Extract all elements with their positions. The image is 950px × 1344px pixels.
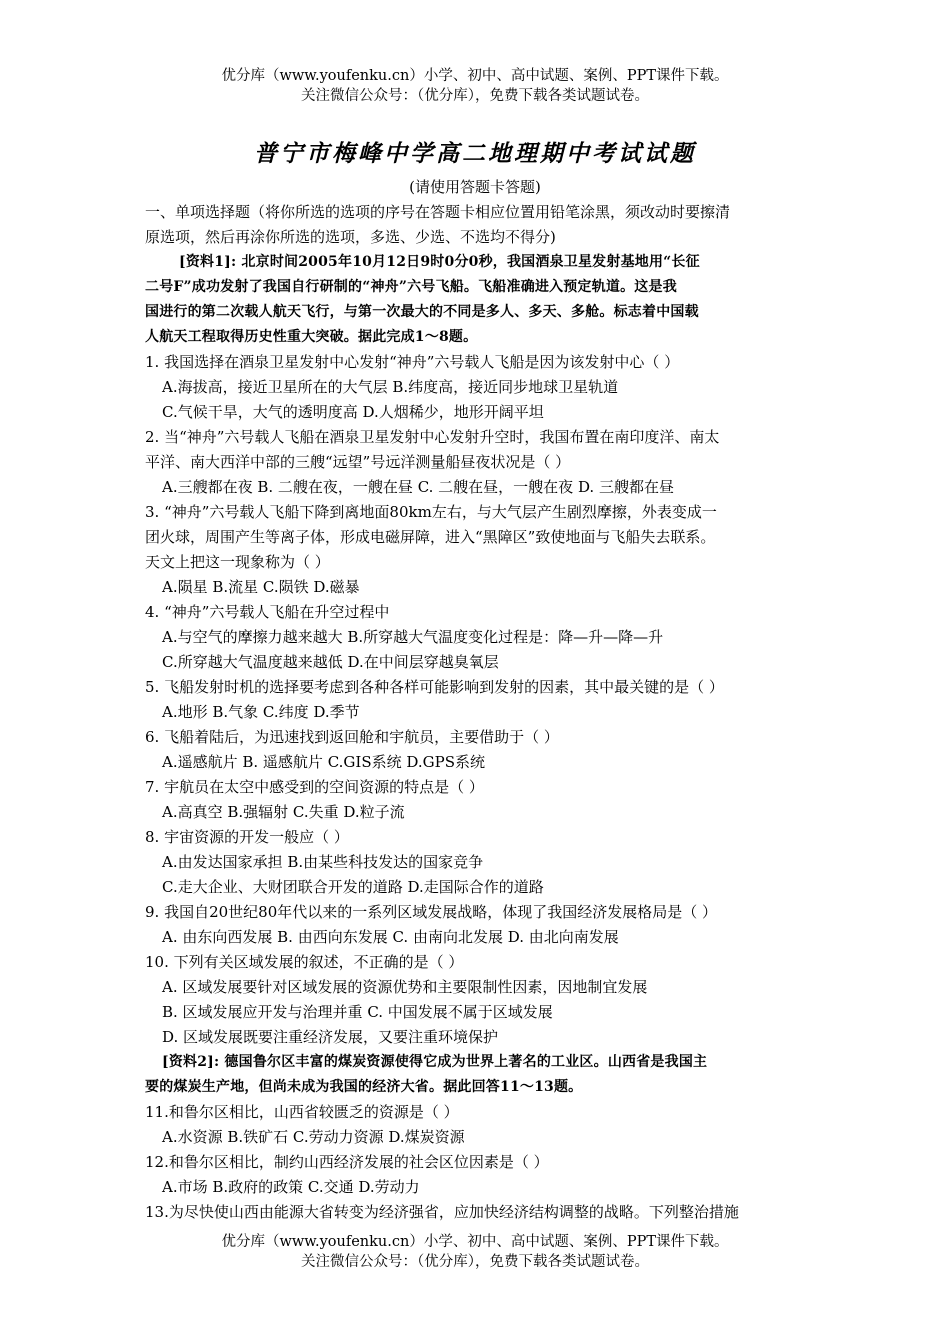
question-10-options: A. 区域发展要针对区域发展的资源优势和主要限制性因素，因地制宜发展 xyxy=(162,978,648,996)
exam-content xyxy=(145,200,810,1225)
question-11-options: A.水资源 B.铁矿石 C.劳动力资源 D.煤炭资源 xyxy=(162,1128,465,1146)
section-instruction-line: 原选项，然后再涂你所选的选项，多选、少选、不选均不得分) xyxy=(145,228,556,246)
question-12-options: A.市场 B.政府的政策 C.交通 D.劳动力 xyxy=(162,1178,420,1196)
question-4-options: A.与空气的摩擦力越来越大 B.所穿越大气温度变化过程是：降—升—降—升 xyxy=(162,628,664,646)
question-12: 12.和鲁尔区相比，制约山西经济发展的社会区位因素是（ ） xyxy=(145,1153,549,1171)
question-9-options: A. 由东向西发展 B. 由西向东发展 C. 由南向北发展 D. 由北向南发展 xyxy=(162,928,619,946)
page-footer xyxy=(0,1232,950,1272)
material-2-line: [资料2]: 德国鲁尔区丰富的煤炭资源使得它成为世界上著名的工业区。山西省是我国主 xyxy=(162,1054,708,1070)
header-line-2: 关注微信公众号：（优分库），免费下载各类试题试卷。 xyxy=(301,88,649,104)
header-line-1: 优分库（www.youfenku.cn）小学、初中、高中试题、案例、PPT课件下载。 xyxy=(221,68,729,84)
question-4: 4. “神舟”六号载人飞船在升空过程中 xyxy=(145,603,390,621)
question-6: 6. 飞船着陆后，为迅速找到返回舱和宇航员，主要借助于（ ） xyxy=(145,728,559,746)
question-7-options: A.高真空 B.强辐射 C.失重 D.粒子流 xyxy=(162,803,405,821)
question-3-options: A.陨星 B.流星 C.陨铁 D.磁暴 xyxy=(162,578,360,596)
question-3: 团火球，周围产生等离子体，形成电磁屏障，进入“黑障区”致使地面与飞船失去联系。 xyxy=(145,528,716,546)
question-1-options: A.海拔高，接近卫星所在的大气层 B.纬度高，接近同步地球卫星轨道 xyxy=(162,378,619,396)
material-1-line: [资料1]: 北京时间2005年10月12日9时0分0秒，我国酒泉卫星发射基地用“长征 xyxy=(179,254,700,270)
footer-line-1: 优分库（www.youfenku.cn）小学、初中、高中试题、案例、PPT课件下载。 xyxy=(221,1234,729,1250)
material-1-line: 人航天工程取得历史性重大突破。据此完成1～8题。 xyxy=(145,329,478,345)
material-2-line: 要的煤炭生产地，但尚未成为我国的经济大省。据此回答11～13题。 xyxy=(145,1079,583,1095)
question-13: 13.为尽快使山西由能源大省转变为经济强省，应加快经济结构调整的战略。下列整治措施 xyxy=(145,1203,739,1221)
question-11: 11.和鲁尔区相比，山西省较匮乏的资源是（ ） xyxy=(145,1103,459,1121)
question-2-options: A.三艘都在夜 B. 二艘在夜，一艘在昼 C. 二艘在昼，一艘在夜 D. 三艘都在昼 xyxy=(162,478,674,496)
page-header xyxy=(0,66,950,106)
question-10-options: B. 区域发展应开发与治理并重 C. 中国发展不属于区域发展 xyxy=(162,1003,553,1021)
question-7: 7. 宇航员在太空中感受到的空间资源的特点是（ ） xyxy=(145,778,484,796)
question-3: 天文上把这一现象称为（ ） xyxy=(145,553,330,571)
question-2: 2. 当“神舟”六号载人飞船在酒泉卫星发射中心发射升空时，我国布置在南印度洋、南太 xyxy=(145,428,720,446)
question-5-options: A.地形 B.气象 C.纬度 D.季节 xyxy=(162,703,360,721)
question-8: 8. 宇宙资源的开发一般应（ ） xyxy=(145,828,349,846)
question-10-options: D. 区域发展既要注重经济发展，又要注重环境保护 xyxy=(162,1028,499,1046)
exam-title: 普宁市梅峰中学高二地理期中考试试题 xyxy=(254,140,696,167)
question-8-options: C.走大企业、大财团联合开发的道路 D.走国际合作的道路 xyxy=(162,878,544,896)
question-6-options: A.遥感航片 B. 遥感航片 C.GIS系统 D.GPS系统 xyxy=(162,753,485,771)
question-1-options: C.气候干旱，大气的透明度高 D.人烟稀少，地形开阔平坦 xyxy=(162,403,544,421)
question-3: 3. “神舟”六号载人飞船下降到离地面80km左右，与大气层产生剧烈摩擦，外表变成一 xyxy=(145,503,717,521)
footer-line-2: 关注微信公众号：（优分库），免费下载各类试题试卷。 xyxy=(301,1254,649,1270)
section-instruction-line: 一、单项选择题（将你所选的选项的序号在答题卡相应位置用铅笔涂黑，须改动时要擦清 xyxy=(145,203,731,221)
material-1-line: 国进行的第二次载人航天飞行，与第一次最大的不同是多人、多天、多舱。标志着中国载 xyxy=(145,304,699,320)
exam-subtitle: (请使用答题卡答题) xyxy=(409,178,541,196)
question-1: 1. 我国选择在酒泉卫星发射中心发射“神舟”六号载人飞船是因为该发射中心（ ） xyxy=(145,353,680,371)
material-1-line: 二号F”成功发射了我国自行研制的“神舟”六号飞船。飞船准确进入预定轨道。这是我 xyxy=(145,279,677,295)
question-2: 平洋、南大西洋中部的三艘“远望”号远洋测量船昼夜状况是（ ） xyxy=(145,453,571,471)
question-5: 5. 飞船发射时机的选择要考虑到各种各样可能影响到发射的因素，其中最关键的是（ ） xyxy=(145,678,724,696)
question-9: 9. 我国自20世纪80年代以来的一系列区域发展战略，体现了我国经济发展格局是（ ） xyxy=(145,903,718,921)
question-8-options: A.由发达国家承担 B.由某些科技发达的国家竞争 xyxy=(162,853,484,871)
question-4-options: C.所穿越大气温度越来越低 D.在中间层穿越臭氧层 xyxy=(162,653,499,671)
question-10: 10. 下列有关区域发展的叙述，不正确的是（ ） xyxy=(145,953,464,971)
